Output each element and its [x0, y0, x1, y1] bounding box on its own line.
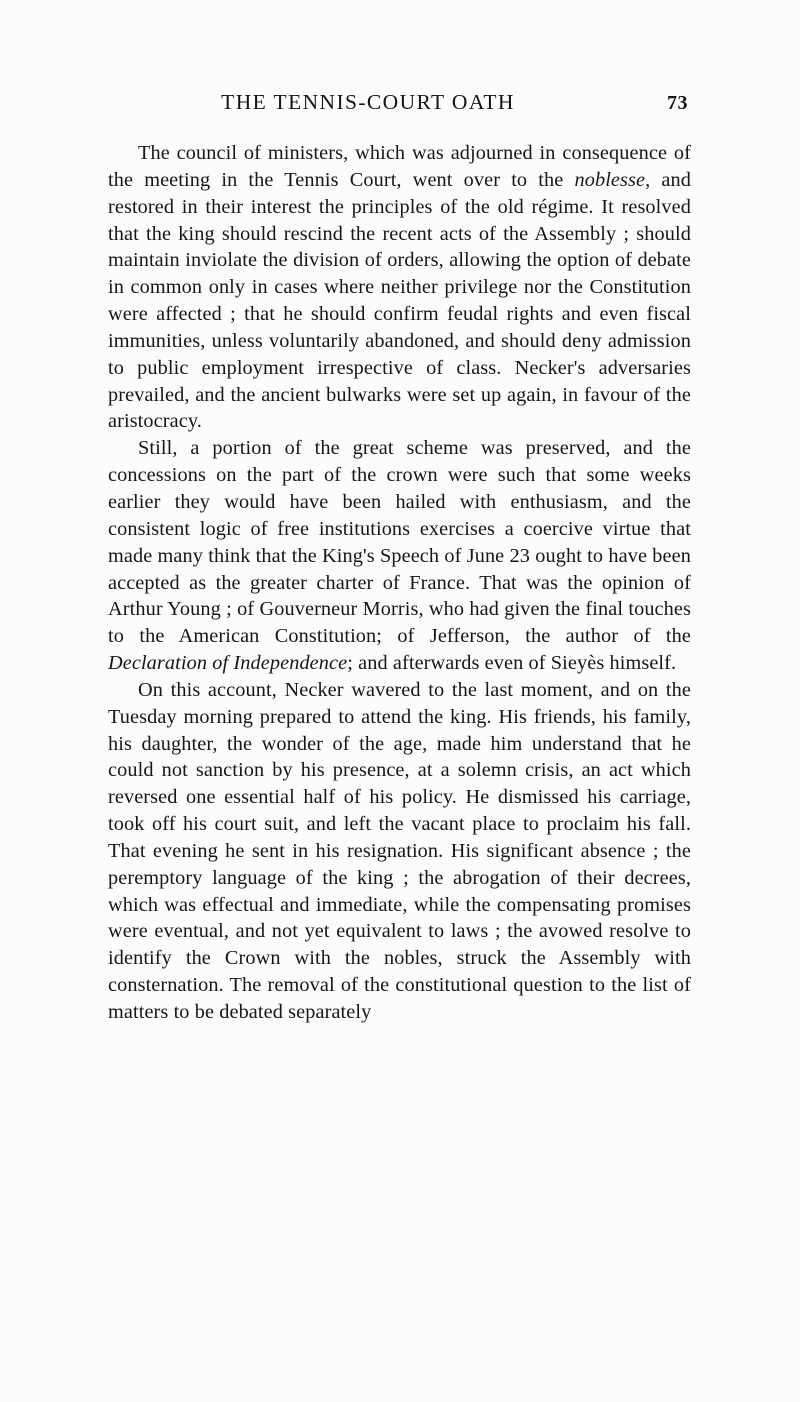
italic-run: Declaration of Independence	[108, 652, 348, 675]
page-header	[112, 90, 688, 122]
italic-run: noblesse,	[574, 168, 651, 191]
page-number: 73	[667, 92, 688, 114]
para-2: Still, a portion of the great scheme was preserved, and the concessions on the part of the crown were such that some weeks earlier they would have been hailed with enthusiasm, and the consistent logic of free institutions exercises a coercive virtue that made many think that the King's Speech of June 23 ought to have been accepted as the greater charter of France. That was the opinion of Arthur Young ; of Gouverneur Morris, who had given the final touches to the American Constitution; of Jefferson, the author of the Declaration of Independence; and afterwards even of Sieyès himself.	[108, 437, 691, 675]
para-1: The council of ministers, which was adjourned in consequence of the meeting in the Tennis Court, went over to the noblesse, and restored in their interest the principles of the old régime. It resolved that the king should rescind the recent acts of the Assembly ; should maintain inviolate the division of orders, allowing the option of debate in common only in cases where neither privilege nor the Constitution were affected ; that he should confirm feudal rights and even fiscal immunities, unless voluntarily abandoned, and should deny admission to public employment irrespective of class. Necker's adversaries prevailed, and the ancient bulwarks were set up again, in favour of the aristocracy.	[108, 142, 691, 433]
running-head: THE TENNIS-COURT OATH	[221, 90, 515, 114]
body-text	[108, 140, 691, 1026]
para-3: On this account, Necker wavered to the last moment, and on the Tuesday morning prepared to attend the king. His friends, his family, his daughter, the wonder of the age, made him understand that he could not sanction by his presence, at a solemn crisis, an act which reversed one essential half of his policy. He dismissed his carriage, took off his court suit, and left the vacant place to proclaim his fall. That evening he sent in his resignation. His significant absence ; the peremptory language of the king ; the abrogation of their decrees, which was effectual and immediate, while the compensating promises were eventual, and not yet equivalent to laws ; the avowed resolve to identify the Crown with the nobles, struck the Assembly with consternation. The removal of the constitutional question to the list of matters to be debated separately	[108, 678, 691, 1023]
